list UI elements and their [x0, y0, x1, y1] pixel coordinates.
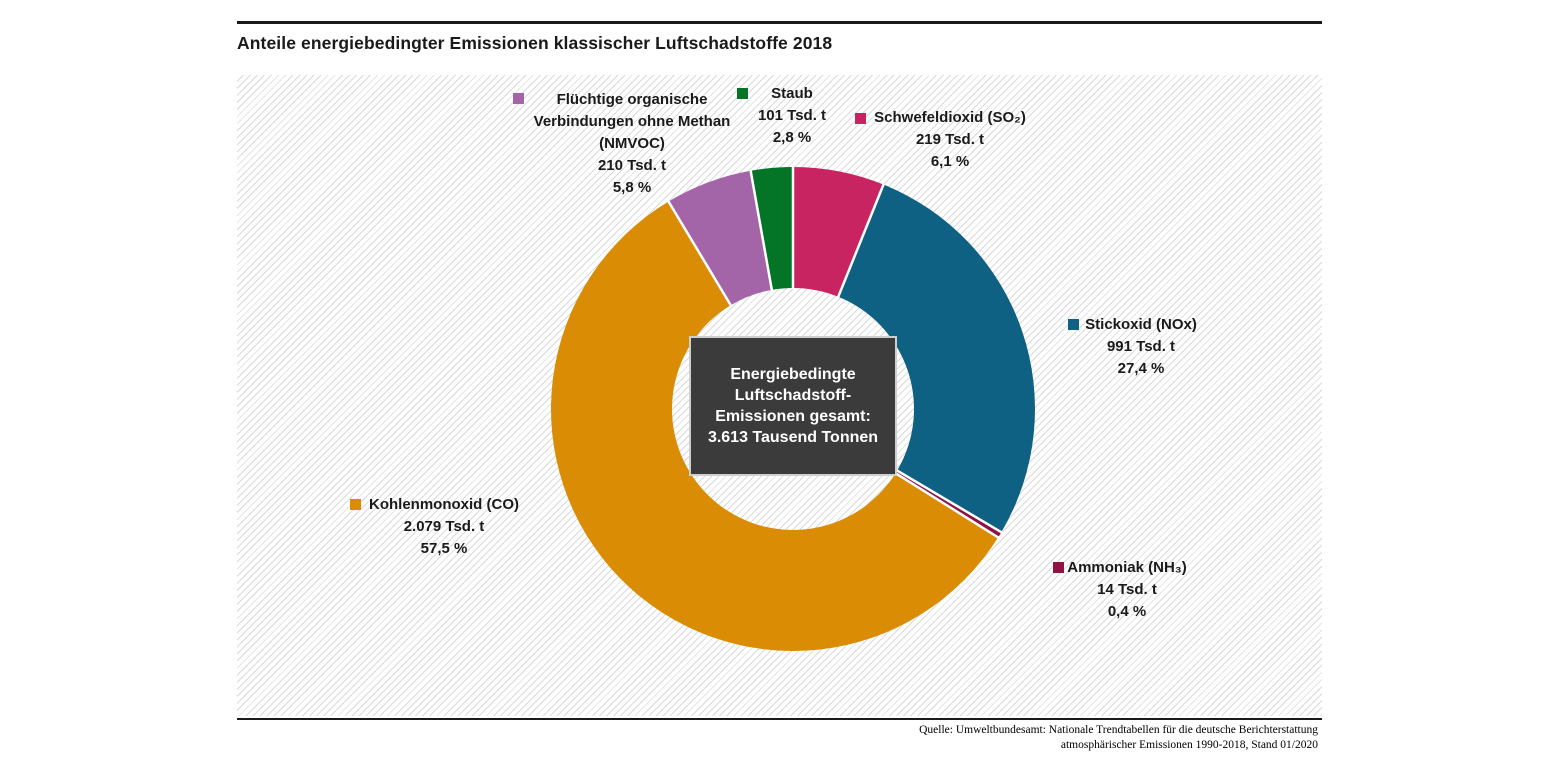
slice-label-name: Stickoxid (NOx) [1085, 316, 1197, 333]
total-line: Emissionen gesamt: [715, 408, 871, 425]
slice-label-percent: 2,8 % [772, 129, 812, 146]
slice-label-percent: 0,4 % [1107, 603, 1147, 620]
slice-label-co [334, 494, 554, 560]
slice-label-nox [1041, 314, 1241, 380]
total-line: Energiebedingte [730, 366, 856, 383]
total-line: 3.613 Tausend Tonnen [707, 429, 879, 446]
title-rule [237, 21, 1322, 24]
footer-rule [237, 718, 1322, 720]
slice-label-amount: 219 Tsd. t [915, 131, 985, 148]
slice-label-name: Kohlenmonoxid (CO) [369, 496, 519, 513]
total-line: Luftschadstoff- [734, 387, 852, 404]
slice-label-name: Flüchtige organische [556, 91, 708, 108]
slice-label-name: Schwefeldioxid (SO₂) [874, 109, 1026, 126]
slice-label-name: Ammoniak (NH₃) [1067, 559, 1187, 576]
chart-total-box [689, 336, 897, 476]
slice-label-percent: 6,1 % [930, 153, 970, 170]
chart-plot-area [237, 75, 1322, 716]
slice-label-name: (NMVOC) [599, 135, 665, 152]
page-title: Anteile energiebedingter Emissionen klassischer Luftschadstoffe 2018 [237, 33, 833, 53]
slice-label-amount: 2.079 Tsd. t [403, 518, 485, 535]
source-attribution [237, 723, 1318, 753]
slice-label-name: Verbindungen ohne Methan [533, 113, 731, 130]
slice-label-name: Staub [771, 85, 813, 102]
slice-label-percent: 27,4 % [1117, 360, 1165, 377]
source-line: Quelle: Umweltbundesamt: Nationale Trendtabellen für die deutsche Berichterstattung [919, 724, 1318, 736]
slice-label-so2 [840, 107, 1060, 173]
source-line: atmosphärischer Emissionen 1990-2018, Stand 01/2020 [1060, 739, 1318, 751]
slice-label-amount: 210 Tsd. t [597, 157, 667, 174]
slice-label-nh3 [1027, 557, 1227, 623]
slice-label-amount: 14 Tsd. t [1097, 581, 1157, 598]
slice-label-amount: 991 Tsd. t [1106, 338, 1176, 355]
slice-label-percent: 57,5 % [420, 540, 468, 557]
slice-label-amount: 101 Tsd. t [757, 107, 827, 124]
slice-label-percent: 5,8 % [612, 179, 652, 196]
